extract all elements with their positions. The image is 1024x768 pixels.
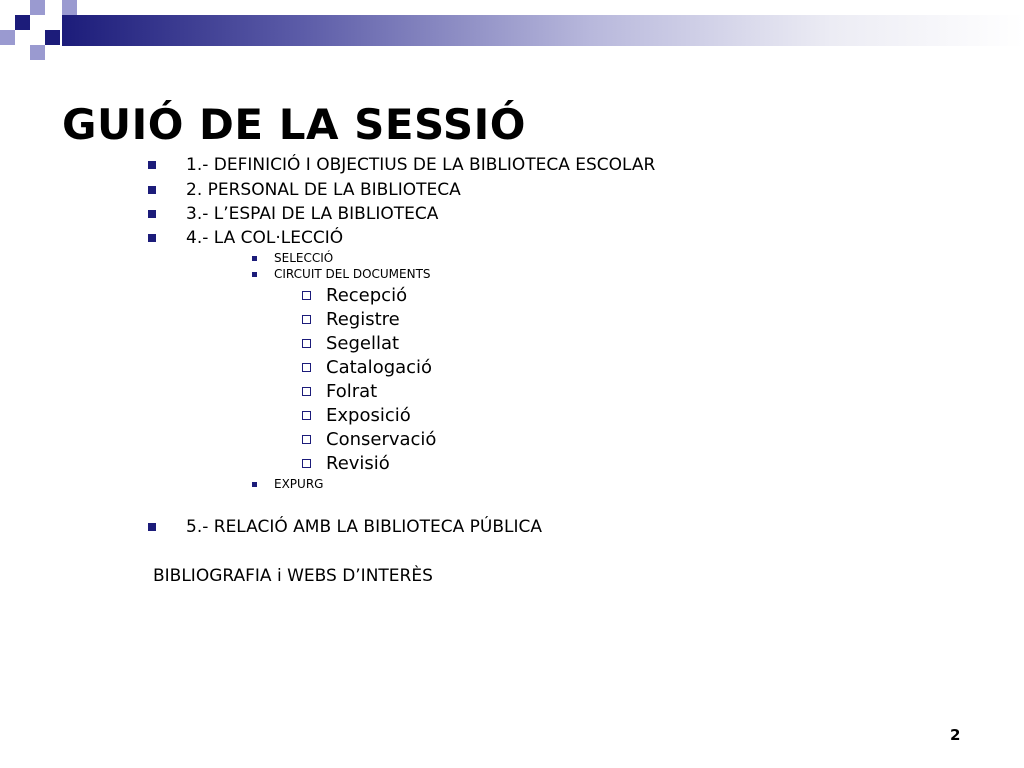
header-decoration [0,0,1024,70]
circuit-step [302,309,400,330]
outline-subitem-label: SELECCIÓ [274,251,334,265]
bibliography-heading: BIBLIOGRAFIA i WEBS D’INTERÈS [153,566,433,586]
decor-square [30,45,45,60]
decor-square [0,30,15,45]
bullet-square-icon [148,523,156,531]
circuit-step [302,405,411,426]
bullet-square-icon [148,186,156,194]
bullet-square-icon [148,210,156,218]
bullet-square-icon [148,234,156,242]
outline-subitem [252,251,333,265]
circuit-step-label: Recepció [326,285,408,306]
outline-item-label: 4.- LA COL·LECCIÓ [186,228,344,248]
outline-item [148,155,655,175]
circuit-step-label: Exposició [326,405,411,426]
outline-subitem-label: EXPURG [274,477,324,491]
page-number: 2 [950,726,961,744]
circuit-step [302,357,432,378]
circuit-step [302,381,377,402]
outline-subitem [252,267,431,281]
circuit-step-label: Folrat [326,381,378,402]
outline-item [148,204,438,224]
circuit-step [302,429,436,450]
slide-title: GUIÓ DE LA SESSIÓ [62,100,526,149]
bullet-square-icon [148,161,156,169]
circuit-step-label: Revisió [326,453,390,474]
circuit-step [302,333,399,354]
hollow-square-icon [302,411,311,420]
decor-square [45,30,60,45]
outline-item [148,228,343,248]
outline-item-label: 5.- RELACIÓ AMB LA BIBLIOTECA PÚBLICA [186,517,543,537]
outline-item-label: 2. PERSONAL DE LA BIBLIOTECA [186,180,461,200]
outline-subitem [252,477,323,491]
circuit-step [302,453,390,474]
circuit-step-label: Catalogació [326,357,433,378]
hollow-square-icon [302,339,311,348]
decor-square [15,15,30,30]
bullet-square-icon [252,482,257,487]
bullet-square-icon [252,256,257,261]
hollow-square-icon [302,387,311,396]
outline-item-label: 3.- L’ESPAI DE LA BIBLIOTECA [186,204,439,224]
hollow-square-icon [302,315,311,324]
circuit-step-label: Segellat [326,333,400,354]
hollow-square-icon [302,363,311,372]
decor-square [30,0,45,15]
outline-item-label: 1.- DEFINICIÓ I OBJECTIUS DE LA BIBLIOTECA ESCOLAR [186,155,656,175]
outline-item [148,180,461,200]
hollow-square-icon [302,291,311,300]
header-gradient-bar [62,15,1024,46]
hollow-square-icon [302,435,311,444]
decor-square [62,0,77,15]
circuit-step-label: Conservació [326,429,437,450]
bullet-square-icon [252,272,257,277]
circuit-step-label: Registre [326,309,400,330]
hollow-square-icon [302,459,311,468]
outline-subitem-label: CIRCUIT DEL DOCUMENTS [274,267,431,281]
outline-item [148,517,542,537]
circuit-step [302,285,407,306]
